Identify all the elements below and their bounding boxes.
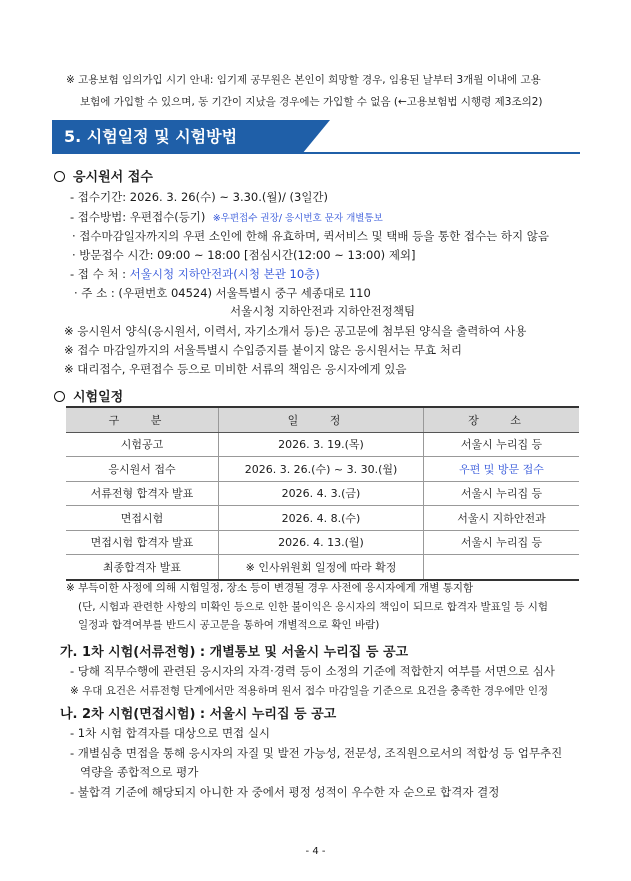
schedule-col-place: 장 소 xyxy=(424,407,580,432)
insurance-note-line1: ※ 고용보험 임의가입 시기 안내: 임기제 공무원은 본인이 희망할 경우, 임용된 날부터 3개월 이내에 고용 xyxy=(66,74,541,86)
schedule-place xyxy=(424,555,580,580)
schedule-date: 2026. 4. 13.(월) xyxy=(219,530,424,555)
application-note-3: ※ 대리접수, 우편접수 등으로 미비한 서류의 책임은 응시자에게 있음 xyxy=(64,362,407,376)
schedule-col-date: 일 정 xyxy=(219,407,424,432)
table-row xyxy=(66,555,579,580)
application-address: · 주 소 : (우편번호 04524) 서울특별시 중구 세종대로 110 xyxy=(74,286,371,300)
application-visit-line: · 방문접수 시간: 09:00 ~ 18:00 [점심시간(12:00 ~ 13:00) 제외] xyxy=(72,248,416,262)
application-mail-line: · 접수마감일자까지의 우편 소인에 한해 유효하며, 퀵서비스 및 택배 등을 통한 접수는 하지 않음 xyxy=(72,229,549,243)
table-row xyxy=(66,481,579,506)
second-exam-line4: - 불합격 기준에 해당되지 아니한 자 중에서 평정 성적이 우수한 자 순으로 합격자 결정 xyxy=(70,785,500,799)
table-row xyxy=(66,506,579,531)
table-row xyxy=(66,530,579,555)
application-address-line2: 서울시청 지하안전과 지하안전정책팀 xyxy=(230,304,416,318)
second-exam-line3: 역량을 종합적으로 평가 xyxy=(80,765,199,779)
schedule-header-row xyxy=(66,407,579,432)
schedule-place: 서울시 누리집 등 xyxy=(424,530,580,555)
schedule-date: 2026. 3. 26.(수) ~ 3. 30.(월) xyxy=(219,457,424,482)
section-title: 5. 시험일정 및 시험방법 xyxy=(52,120,302,154)
schedule-date: ※ 인사위원회 일정에 따라 확정 xyxy=(219,555,424,580)
application-heading: 응시원서 접수 xyxy=(54,166,153,185)
schedule-heading: 시험일정 xyxy=(54,386,123,405)
schedule-note-1: ※ 부득이한 사정에 의해 시험일정, 장소 등이 변경될 경우 사전에 응시자에게 개별 통지함 xyxy=(66,582,474,594)
page-number: - 4 - xyxy=(305,846,326,857)
schedule-item: 최종합격자 발표 xyxy=(66,555,219,580)
schedule-place: 우편 및 방문 접수 xyxy=(424,457,580,482)
hollow-circle-bullet-icon xyxy=(54,171,65,182)
schedule-item: 서류전형 합격자 발표 xyxy=(66,481,219,506)
schedule-place: 서울시 지하안전과 xyxy=(424,506,580,531)
schedule-date: 2026. 3. 19.(목) xyxy=(219,432,424,457)
schedule-table xyxy=(66,406,579,581)
insurance-note-line2: 보험에 가입할 수 있으며, 동 기간이 지났을 경우에는 가입할 수 없음 (←고용보험법 시행령 제3조의2) xyxy=(80,96,543,108)
second-exam-line2: - 개별심층 면접을 통해 응시자의 자질 및 발전 가능성, 전문성, 조직원으로서의 적합성 등 업무추진 xyxy=(70,746,563,760)
application-period: - 접수기간: 2026. 3. 26(수) ~ 3.30.(월)/ (3일간) xyxy=(70,190,329,204)
application-method-note: ※우편접수 권장/ 응시번호 문자 개별통보 xyxy=(212,213,383,224)
schedule-note-2: (단, 시험과 관련한 사항의 미확인 등으로 인한 불이익은 응시자의 책임이 되므로 합격자 발표일 등 시험 xyxy=(78,601,549,613)
application-method: - 접수방법: 우편접수(등기) ※우편접수 권장/ 응시번호 문자 개별통보 xyxy=(70,210,383,224)
schedule-item: 시험공고 xyxy=(66,432,219,457)
schedule-item: 면접시험 합격자 발표 xyxy=(66,530,219,555)
application-place: - 접 수 처 : 서울시청 지하안전과(시청 본관 10층) xyxy=(70,267,320,281)
second-exam-line1: - 1차 시험 합격자를 대상으로 면접 실시 xyxy=(70,726,271,740)
schedule-date: 2026. 4. 8.(수) xyxy=(219,506,424,531)
schedule-note-3: 일정과 합격여부를 반드시 공고문을 통하여 개별적으로 확인 바람) xyxy=(78,619,380,631)
first-exam-heading: 가. 1차 시험(서류전형) : 개별통보 및 서울시 누리집 등 공고 xyxy=(60,645,409,660)
application-note-1: ※ 응시원서 양식(응시원서, 이력서, 자기소개서 등)은 공고문에 첨부된 양식을 출력하여 사용 xyxy=(64,324,527,338)
first-exam-line2: ※ 우대 요건은 서류전형 단계에서만 적용하며 원서 접수 마감일을 기준으로 요건을 충족한 경우에만 인정 xyxy=(70,685,549,697)
table-row xyxy=(66,432,579,457)
schedule-item: 응시원서 접수 xyxy=(66,457,219,482)
second-exam-heading: 나. 2차 시험(면접시험) : 서울시 누리집 등 공고 xyxy=(60,707,337,722)
table-row xyxy=(66,457,579,482)
first-exam-line1: - 당해 직무수행에 관련된 응시자의 자격·경력 등이 소정의 기준에 적합한지 여부를 서면으로 심사 xyxy=(70,664,555,678)
section-rule xyxy=(52,152,580,154)
schedule-place: 서울시 누리집 등 xyxy=(424,432,580,457)
schedule-col-item: 구 분 xyxy=(66,407,219,432)
schedule-place: 서울시 누리집 등 xyxy=(424,481,580,506)
hollow-circle-bullet-icon xyxy=(54,391,65,402)
application-note-2: ※ 접수 마감일까지의 서울특별시 수입증지를 붙이지 않은 응시원서는 무효 처리 xyxy=(64,343,463,357)
schedule-date: 2026. 4. 3.(금) xyxy=(219,481,424,506)
schedule-item: 면접시험 xyxy=(66,506,219,531)
